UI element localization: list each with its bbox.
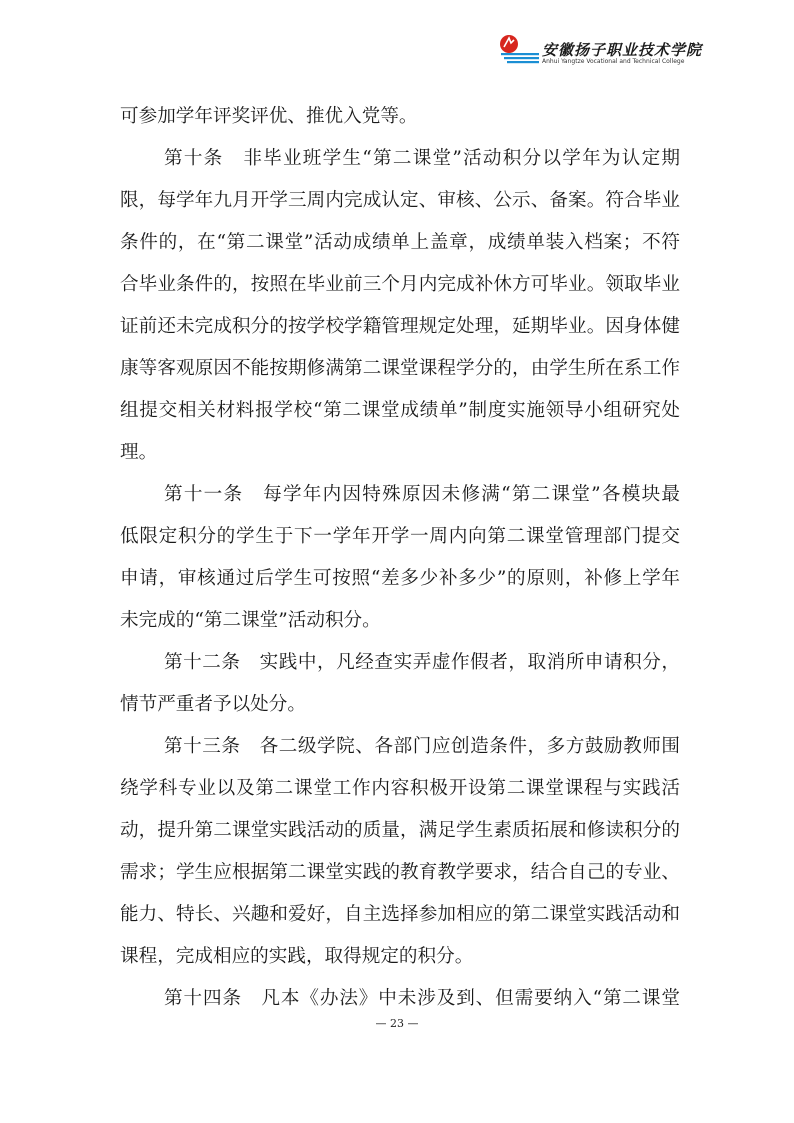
text-line: 低限定积分的学生于下一学年开学一周内向第二课堂管理部门提交: [120, 526, 680, 547]
text-line: 申请，审核通过后学生可按照“差多少补多少”的原则，补修上学年: [120, 568, 680, 589]
text-line: 未完成的“第二课堂”活动积分。: [120, 610, 381, 631]
college-logo: [497, 33, 702, 71]
page-number: — 23 —: [375, 1017, 419, 1030]
article-14-heading-line: 第十四条 凡本《办法》中未涉及到、但需要纳入“第二课堂: [164, 988, 680, 1009]
text-line: 条件的，在“第二课堂”活动成绩单上盖章，成绩单装入档案；不符: [120, 232, 680, 253]
article-13-heading-line: 第十三条 各二级学院、各部门应创造条件，多方鼓励教师围: [164, 736, 680, 757]
text-line: 可参加学年评奖评优、推优入党等。: [120, 106, 418, 127]
text-line: 理。: [120, 442, 158, 463]
text-line: 限，每学年九月开学三周内完成认定、审核、公示、备案。符合毕业: [120, 190, 680, 211]
text-line: 合毕业条件的，按照在毕业前三个月内完成补休方可毕业。领取毕业: [120, 274, 680, 295]
article-12-heading-line: 第十二条 实践中，凡经查实弄虚作假者，取消所申请积分，: [164, 652, 680, 673]
text-line: 证前还未完成积分的按学校学籍管理规定处理，延期毕业。因身体健: [120, 316, 680, 337]
text-line: 动，提升第二课堂实践活动的质量，满足学生素质拓展和修读积分的: [120, 820, 680, 841]
text-line: 情节严重者予以处分。: [120, 694, 306, 715]
article-10-heading-line: 第十条 非毕业班学生“第二课堂”活动积分以学年为认定期: [164, 148, 680, 169]
text-line: 康等客观原因不能按期修满第二课堂课程学分的，由学生所在系工作: [120, 358, 680, 379]
text-line: 能力、特长、兴趣和爱好，自主选择参加相应的第二课堂实践活动和: [120, 904, 680, 925]
text-line: 需求；学生应根据第二课堂实践的教育教学要求，结合自己的专业、: [120, 862, 680, 883]
text-line: 课程，完成相应的实践，取得规定的积分。: [120, 946, 474, 967]
college-name-en: Anhui Yangtze Vocational and Technical College: [542, 58, 685, 65]
text-line: 绕学科专业以及第二课堂工作内容积极开设第二课堂课程与实践活: [120, 778, 680, 799]
text-line: 组提交相关材料报学校“第二课堂成绩单”制度实施领导小组研究处: [120, 400, 680, 421]
college-emblem-icon: [497, 33, 539, 65]
article-11-heading-line: 第十一条 每学年内因特殊原因未修满“第二课堂”各模块最: [164, 484, 680, 505]
college-name-cn: 安徽扬子职业技术学院: [542, 41, 703, 59]
